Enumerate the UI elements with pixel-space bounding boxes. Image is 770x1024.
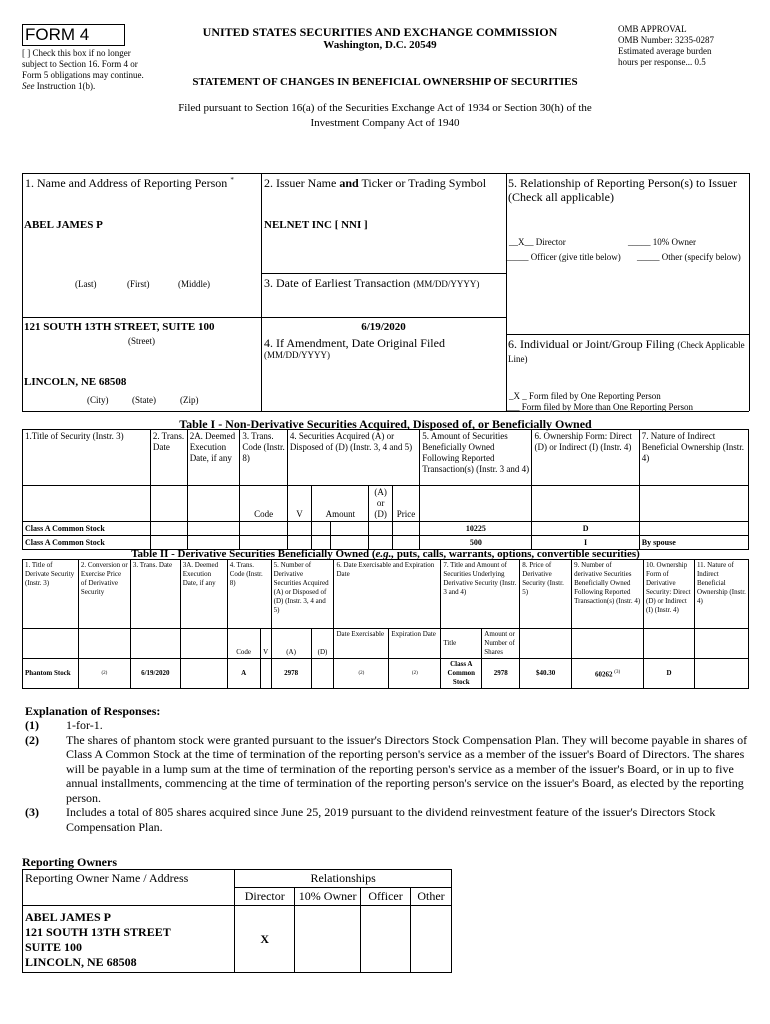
box6-label: 6. Individual or Joint/Group Filing (Check Applicable Line) — [508, 337, 745, 364]
t2-h1: 1. Title of Derivate Security (Instr. 3) — [23, 560, 79, 629]
issuer-name: NELNET INC [ NNI ] — [264, 219, 368, 231]
agency-title: UNITED STATES SECURITIES AND EXCHANGE COMMISSION — [202, 25, 558, 39]
t1-sub-v: V — [287, 486, 311, 522]
t2-r-owned: 60262 $^{(3)}$ — [572, 659, 644, 689]
box5-label: 5. Relationship of Reporting Person(s) to Issuer (Check all applicable) — [508, 176, 737, 204]
t2-h3a: 3A. Deemed Execution Date, if any — [180, 560, 227, 629]
relationship-officer: _____ Officer (give title below) — [506, 252, 621, 262]
t2-r-form: D — [644, 659, 695, 689]
t2-sub-title: Title — [441, 629, 482, 659]
t2-r-date: 6/19/2020 — [130, 659, 180, 689]
box4-label-small: (MM/DD/YYYY) — [264, 350, 330, 360]
t1-h-date: 2. Trans. Date — [150, 430, 187, 486]
form-label: FORM 4 — [25, 25, 90, 44]
owners-col-name: Reporting Owner Name / Address — [23, 870, 235, 888]
t2-h9: 9. Number of derivative Securities Beneficially Owned Following Reported Transaction(s) (Instr. 4) — [572, 560, 644, 629]
table1 — [22, 429, 749, 550]
statement-title: STATEMENT OF CHANGES IN BENEFICIAL OWNERSHIP OF SECURITIES — [192, 76, 578, 88]
explanation-list — [25, 718, 750, 834]
t1-h-code: 3. Trans. Code (Instr. 8) — [240, 430, 288, 486]
t2-r-security: Phantom Stock — [23, 659, 79, 689]
t2-sub-expiration: Expiration Date — [389, 629, 441, 659]
name-last-caption: (Last) — [75, 279, 97, 289]
t2-h4: 4. Trans. Code (Instr. 8) — [227, 560, 271, 629]
table1-title: Table I - Non-Derivative Securities Acquired, Disposed of, or Beneficially Owned — [179, 417, 592, 431]
t2-r-shares: 2978 — [482, 659, 520, 689]
filed-pursuant-2: Investment Company Act of 1940 — [310, 117, 460, 129]
table-row — [23, 906, 452, 973]
owner-director-mark: X — [235, 906, 295, 973]
t2-r-expiration: (2) — [389, 659, 441, 689]
relationship-ten-pct: _____ 10% Owner — [628, 237, 696, 247]
relationship-other: _____ Other (specify below) — [637, 252, 741, 262]
owners-col-officer: Officer — [361, 888, 411, 906]
t1-r1-title: Class A Common Stock — [23, 522, 151, 536]
t2-r-a: 2978 — [271, 659, 311, 689]
owners-heading: Reporting Owners — [22, 855, 117, 869]
box2-label: 2. Issuer Name and Ticker or Trading Symbol — [264, 176, 487, 190]
owners-col-ten-pct: 10% Owner — [295, 888, 361, 906]
box1-label: 1. Name and Address of Reporting Person * — [25, 176, 234, 190]
relationship-director: __X__ Director — [509, 237, 566, 247]
t2-h8: 8. Price of Derivative Security (Instr. 5) — [520, 560, 572, 629]
owner-ten-pct-mark — [295, 906, 361, 973]
t1-h-nature: 7. Nature of Indirect Beneficial Ownership (Instr. 4) — [639, 430, 748, 486]
t1-r2-form: I — [532, 536, 639, 550]
owner-name-address: ABEL JAMES P 121 SOUTH 13TH STREET SUITE 100 LINCOLN, NE 68508 — [23, 906, 235, 973]
omb-box: OMB APPROVAL OMB Number: 3235-0287 Estimated average burden hours per response... 0.5 — [618, 24, 714, 67]
agency-location: Washington, D.C. 20549 — [323, 39, 437, 51]
t1-r1-form: D — [532, 522, 639, 536]
reporting-person-city: LINCOLN, NE 68508 — [24, 376, 127, 388]
t1-r1-amount: 10225 — [420, 522, 532, 536]
t2-h2: 2. Conversion or Exercise Price of Derivative Security — [78, 560, 130, 629]
explanation-item: (3) Includes a total of 805 shares acquired since June 25, 2019 pursuant to the dividend reinvestment feature of the issuer's Directors Stock Compensation Plan. — [25, 805, 716, 834]
t2-sub-a: (A) — [271, 629, 311, 659]
city-caption: (City) — [87, 395, 109, 405]
owners-table — [22, 869, 452, 973]
t1-sub-amount: Amount — [312, 486, 369, 522]
t1-r1-nature — [639, 522, 748, 536]
t1-h-deemed: 2A. Deemed Execution Date, if any — [187, 430, 240, 486]
table2-title: Table II - Derivative Securities Beneficially Owned (e.g., puts, calls, warrants, options, convertible securities) — [131, 548, 640, 560]
t2-sub-v: V — [260, 629, 271, 659]
box4-label: 4. If Amendment, Date Original Filed — [264, 336, 445, 350]
explanation-item: (2) The shares of phantom stock were granted pursuant to the issuer's Directors Stock Compensation Plan. They will become payable in shares of Class A Common Stock at the time of termination of the reporting person's service as a member of the issuer's Board of Directors. The shares will be payable in a lump sum at the time of termination of the reporting person's service as a member of the issuer's Board, or in up to five annual installments, commencing at the time of termination of the reporting person's service on the issuer's Board, as elected by the reporting person. — [25, 732, 748, 805]
check-note: [ ] Check this box if no longer subject to Section 16. Form 4 or Form 5 obligations may continue. See Instruction 1(b). — [22, 48, 144, 91]
t1-sub-code: Code — [240, 486, 288, 522]
name-middle-caption: (Middle) — [178, 279, 210, 289]
t2-h11: 11. Nature of Indirect Beneficial Ownership (Instr. 4) — [694, 560, 748, 629]
box3-label: 3. Date of Earliest Transaction (MM/DD/YYYY) — [264, 276, 480, 290]
table-row — [23, 522, 749, 536]
t2-sub-d: (D) — [311, 629, 334, 659]
filed-pursuant-1: Filed pursuant to Section 16(a) of the Securities Exchange Act of 1934 or Section 30(h) of the — [178, 102, 592, 114]
t1-r2-title: Class A Common Stock — [23, 536, 151, 550]
t2-r-exercisable: (2) — [334, 659, 389, 689]
t2-r-code: A — [227, 659, 260, 689]
t2-h10: 10. Ownership Form of Derivative Security: Direct (D) or Indirect (I) (Instr. 4) — [644, 560, 695, 629]
t1-h-title: 1.Title of Security (Instr. 3) — [23, 430, 151, 486]
name-first-caption: (First) — [127, 279, 150, 289]
table2 — [22, 559, 749, 689]
filing-one-person: _X _ Form filed by One Reporting Person — [509, 391, 661, 401]
reporting-person-name: ABEL JAMES P — [24, 219, 103, 231]
t2-sub-code: Code — [227, 629, 260, 659]
table-row — [23, 659, 749, 689]
owner-other-mark — [411, 906, 452, 973]
t2-h5: 5. Number of Derivative Securities Acquired (A) or Disposed of (D) (Instr. 3, 4 and 5) — [271, 560, 334, 629]
t1-r2-nature: By spouse — [639, 536, 748, 550]
owners-col-other: Other — [411, 888, 452, 906]
t1-h-amount: 5. Amount of Securities Beneficially Owned Following Reported Transaction(s) (Instr. 3 and 4) — [420, 430, 532, 486]
t2-r-conv-fn: (2) — [78, 659, 130, 689]
t2-r-title: Class A Common Stock — [441, 659, 482, 689]
explanation-item: (1) 1-for-1. — [25, 718, 103, 732]
t2-sub-shares: Amount or Number of Shares — [482, 629, 520, 659]
owner-officer-mark — [361, 906, 411, 973]
explanation-heading: Explanation of Responses: — [25, 704, 161, 718]
t1-sub-price: Price — [392, 486, 420, 522]
filing-multiple: ___ Form filed by More than One Reporting Person — [506, 402, 693, 412]
t1-h-acquired: 4. Securities Acquired (A) or Disposed of (D) (Instr. 3, 4 and 5) — [287, 430, 419, 486]
t2-h3: 3. Trans. Date — [130, 560, 180, 629]
owners-col-relationships: Relationships — [235, 870, 452, 888]
t1-r2-amount: 500 — [420, 536, 532, 550]
reporting-person-street: 121 SOUTH 13TH STREET, SUITE 100 — [24, 321, 215, 333]
earliest-transaction-date: 6/19/2020 — [361, 321, 406, 333]
t2-h7: 7. Title and Amount of Securities Underlying Derivative Security (Instr. 3 and 4) — [441, 560, 520, 629]
form-label-box — [22, 24, 125, 46]
t2-h6: 6. Date Exercisable and Expiration Date — [334, 560, 441, 629]
t2-r-price: $40.30 — [520, 659, 572, 689]
owners-col-director: Director — [235, 888, 295, 906]
t1-h-form: 6. Ownership Form: Direct (D) or Indirect (I) (Instr. 4) — [532, 430, 639, 486]
t1-sub-aord: (A) or (D) — [369, 486, 392, 522]
street-caption: (Street) — [128, 336, 155, 346]
t2-sub-exercisable: Date Exercisable — [334, 629, 389, 659]
state-caption: (State) — [132, 395, 156, 405]
zip-caption: (Zip) — [180, 395, 199, 405]
